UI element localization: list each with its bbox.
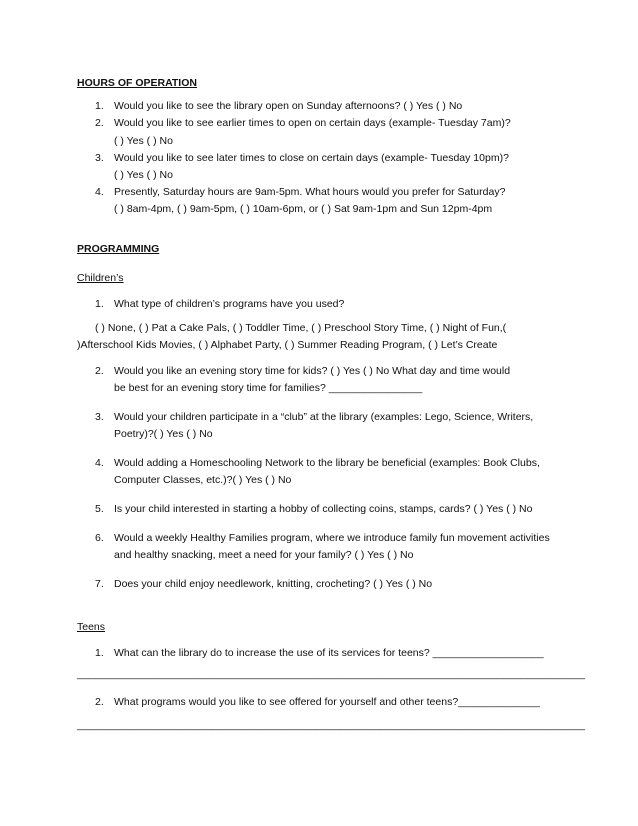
children-q4-options: Computer Classes, etc.)?( ) Yes ( ) No: [114, 474, 292, 486]
teens-subheading: Teens: [77, 621, 106, 633]
list-number: 1.: [95, 100, 104, 112]
children-q1-options-line2: )Afterschool Kids Movies, ( ) Alphabet Party, ( ) Summer Reading Program, ( ) Let’s Create: [77, 339, 498, 351]
teens-q2-answer-line: _______________________________________________________________________________________: [77, 719, 586, 731]
list-number: 2.: [95, 696, 104, 708]
list-number: 6.: [95, 532, 104, 544]
list-number: 3.: [95, 411, 104, 423]
hours-q2-options: ( ) Yes ( ) No: [114, 135, 173, 147]
list-number: 7.: [95, 578, 104, 590]
hours-q3-text: Would you like to see later times to close on certain days (example- Tuesday 10pm)?: [114, 152, 509, 164]
children-q2-text: Would you like an evening story time for kids? ( ) Yes ( ) No What day and time would: [114, 365, 511, 377]
hours-q2-text: Would you like to see earlier times to open on certain days (example- Tuesday 7am)?: [114, 117, 511, 129]
list-number: 3.: [95, 152, 104, 164]
list-number: 2.: [95, 365, 104, 377]
children-q7: Does your child enjoy needlework, knitting, crocheting? ( ) Yes ( ) No: [114, 578, 433, 590]
children-q4-text: Would adding a Homeschooling Network to the library be beneficial (examples: Book Clubs,: [114, 457, 540, 469]
list-number: 4.: [95, 186, 104, 198]
list-number: 2.: [95, 117, 104, 129]
programming-heading: PROGRAMMING: [77, 243, 160, 255]
children-q6-text: Would a weekly Healthy Families program, where we introduce family fun movement activities: [114, 532, 550, 544]
hours-q1: Would you like to see the library open on Sunday afternoons? ( ) Yes ( ) No: [114, 100, 463, 112]
children-q1-options-line1: ( ) None, ( ) Pat a Cake Pals, ( ) Toddler Time, ( ) Preschool Story Time, ( ) Night of Fun,(: [95, 322, 507, 334]
children-q3-options: Poetry)?( ) Yes ( ) No: [114, 428, 213, 440]
list-number: 4.: [95, 457, 104, 469]
list-number: 1.: [95, 298, 104, 310]
childrens-subheading: Children’s: [77, 272, 124, 284]
hours-heading: HOURS OF OPERATION: [77, 77, 197, 89]
children-q5: Is your child interested in starting a hobby of collecting coins, stamps, cards? ( ) Yes ( ) No: [114, 503, 533, 515]
teens-q2: What programs would you like to see offered for yourself and other teens?______________: [114, 696, 540, 708]
teens-q1-answer-line: _______________________________________________________________________________________: [77, 668, 586, 680]
teens-q1: What can the library do to increase the use of its services for teens? ___________________: [114, 647, 544, 659]
list-number: 5.: [95, 503, 104, 515]
list-number: 1.: [95, 647, 104, 659]
children-q6-options: and healthy snacking, meet a need for your family? ( ) Yes ( ) No: [114, 549, 414, 561]
hours-q3-options: ( ) Yes ( ) No: [114, 169, 173, 181]
children-q2-answer-line: be best for an evening story time for families? ________________: [114, 382, 423, 394]
hours-q4-text: Presently, Saturday hours are 9am-5pm. What hours would you prefer for Saturday?: [114, 186, 506, 198]
children-q3-text: Would your children participate in a “club” at the library (examples: Lego, Science, Writers,: [114, 411, 534, 423]
hours-q4-options: ( ) 8am-4pm, ( ) 9am-5pm, ( ) 10am-6pm, or ( ) Sat 9am-1pm and Sun 12pm-4pm: [114, 203, 493, 215]
children-q1: What type of children’s programs have you used?: [114, 298, 345, 310]
